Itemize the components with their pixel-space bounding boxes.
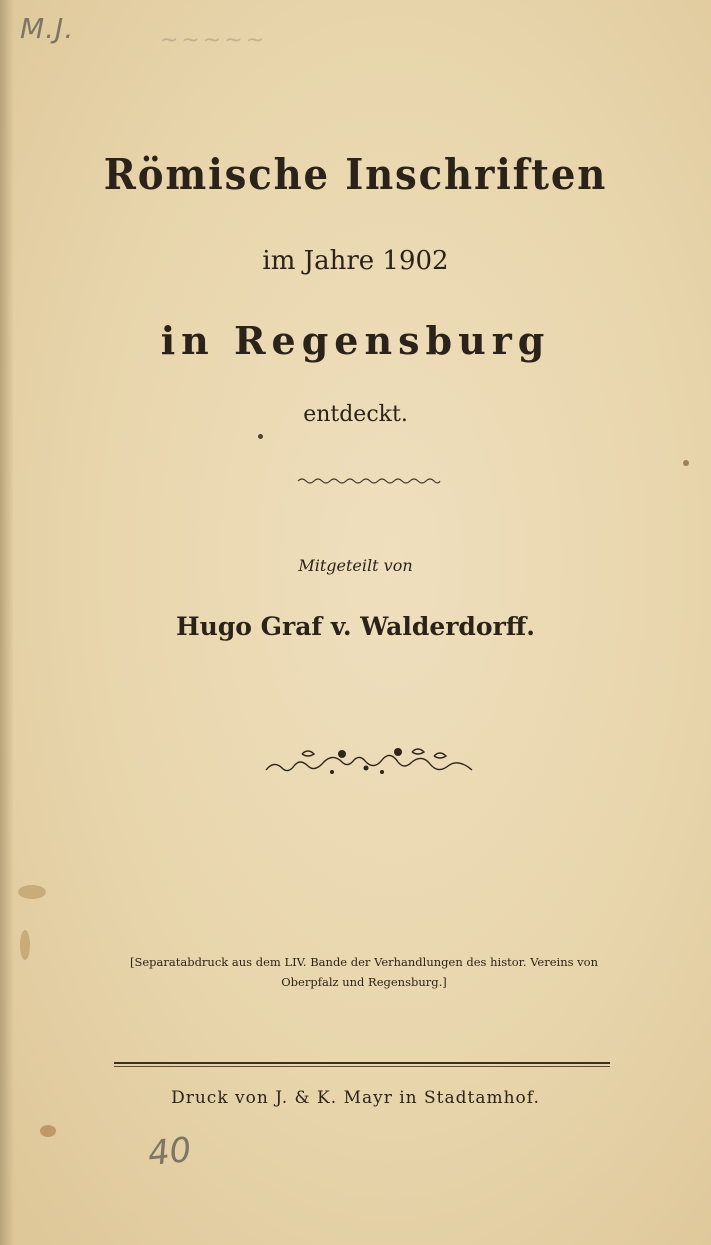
offprint-note: [Separatabdruck aus dem LIV. Bande der Verhandlungen des histor. Vereins von Oberpfalz und Regensburg.] — [129, 955, 599, 989]
printer-imprint: Druck von J. & K. Mayr in Stadtamhof. — [171, 1088, 540, 1108]
foxing-stain — [18, 885, 46, 899]
book-title: Römische Inschriften — [103, 150, 608, 199]
pencil-annotation-initials: M.J. — [20, 12, 75, 45]
pencil-annotation-number: 40 — [146, 1129, 194, 1175]
foxing-stain — [40, 1125, 56, 1137]
floral-ornament — [262, 742, 476, 782]
faded-pencil-scribble: ~~~~~ — [160, 28, 268, 53]
imprint-rule — [114, 1062, 610, 1064]
title-place-line: in Regensburg — [160, 318, 551, 363]
communicated-by-label: Mitgeteilt von — [298, 556, 413, 575]
imprint-rule-thin — [114, 1066, 610, 1067]
title-discovered-line: entdeckt. — [303, 402, 408, 427]
ink-spot — [683, 460, 689, 466]
ink-spot — [258, 434, 263, 439]
wavy-divider — [296, 476, 442, 486]
title-year-line: im Jahre 1902 — [262, 246, 449, 276]
foxing-stain — [20, 930, 30, 960]
author-name: Hugo Graf v. Walderdorff. — [176, 612, 535, 641]
